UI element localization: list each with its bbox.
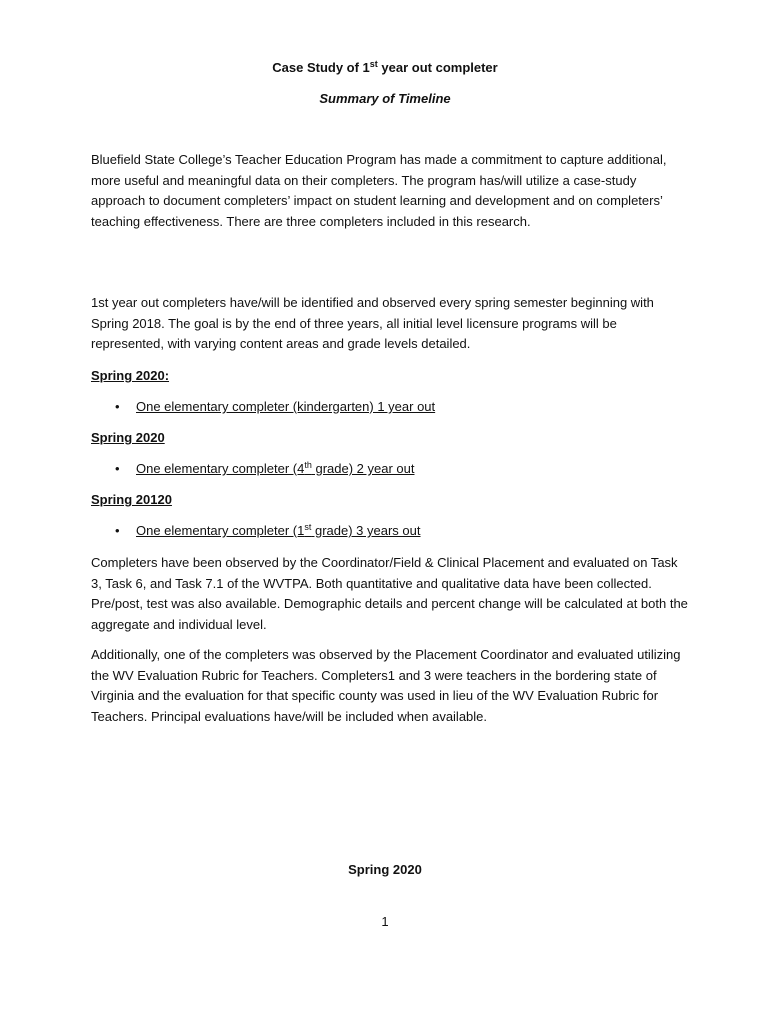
intro-paragraph: Bluefield State College’s Teacher Education Program has made a commitment to capture additional, more useful and meaningful data on their completers. The program has/will utilize a case-study approach to document completers’ impact on student learning and development and on completers’ teaching effectiveness. There are three completers included in this research. [91,152,667,229]
section-item-3 [115,522,421,540]
title-superscript: st [369,59,378,69]
item-text-start: One elementary completer (kindergarten) 1 year out [136,399,436,414]
document-title [0,59,770,77]
footer-heading: Spring 2020 [348,862,422,877]
page-number: 1 [381,914,389,929]
section-item-2 [115,460,415,478]
item-text-end: grade) 3 years out [311,523,421,538]
item-superscript: st [304,522,312,532]
item-text-start: One elementary completer (4 [136,461,305,476]
section-heading-2: Spring 2020 [91,430,165,445]
title-text-end: year out completer [377,60,498,75]
title-text-start: Case Study of 1 [272,60,370,75]
observation-paragraph: Completers have been observed by the Coordinator/Field & Clinical Placement and evaluated on Task 3, Task 6, and Task 7.1 of the WVTPA. Both quantitative and qualitative data have been collected. Pre/post, test was also available. Demographic details and percent change will be calculated at both the aggregate and individual level. [91,555,688,632]
bullet-icon: • [115,461,120,476]
section-item-text-3 [136,523,421,538]
evaluation-paragraph: Additionally, one of the completers was observed by the Placement Coordinator and evaluated utilizing the WV Evaluation Rubric for Teachers. Completers1 and 3 were teachers in the bordering state of Virginia and the evaluation for that specific county was used in lieu of the WV Evaluation Rubric for Teachers. Principal evaluations have/will be included when available. [91,647,681,724]
section-item-1 [115,398,435,416]
item-text-end: grade) 2 year out [311,461,415,476]
timeline-paragraph: 1st year out completers have/will be identified and observed every spring semester beginning with Spring 2018. The goal is by the end of three years, all initial level licensure programs will be represented, with varying content areas and grade levels detailed. [91,295,654,352]
bullet-icon: • [115,399,120,414]
section-heading-3: Spring 20120 [91,492,172,507]
section-heading-1: Spring 2020: [91,368,170,383]
item-text-start: One elementary completer (1 [136,523,305,538]
bullet-icon: • [115,523,120,538]
section-item-text-1 [136,399,435,414]
document-subtitle: Summary of Timeline [319,91,451,106]
section-item-text-2 [136,461,415,476]
item-superscript: th [304,460,312,470]
